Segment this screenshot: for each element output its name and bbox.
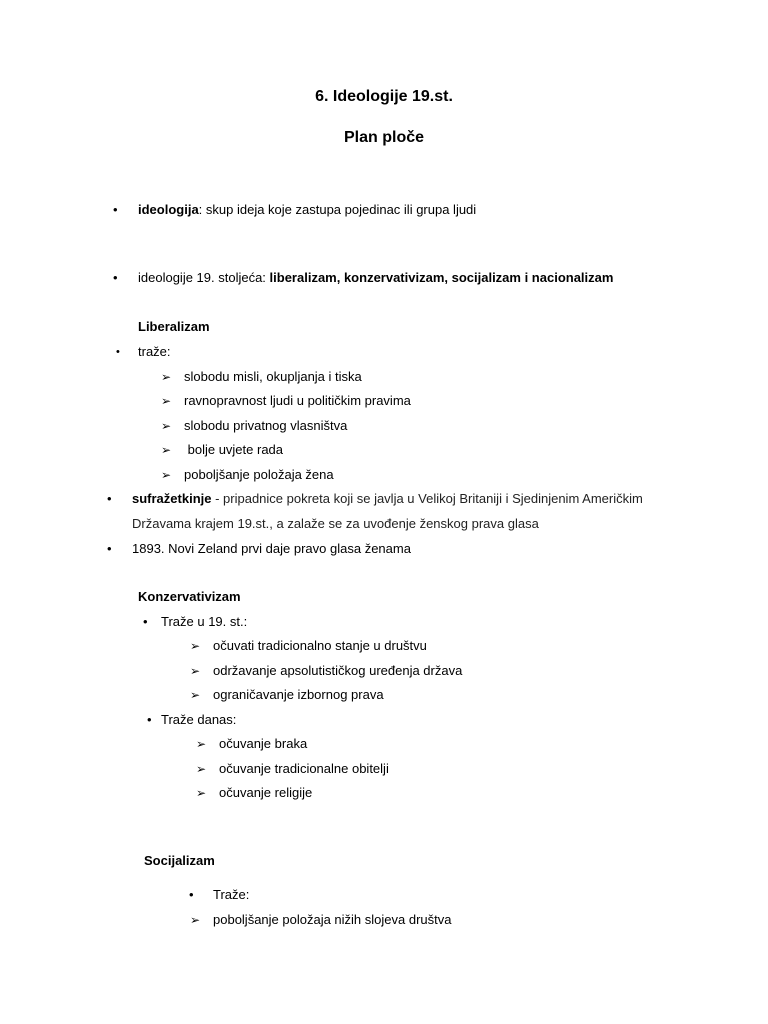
arrow-bullet-icon: ➢ (161, 394, 172, 408)
document-subtitle: Plan ploče (343, 129, 425, 146)
arrow-bullet-icon: ➢ (196, 762, 207, 776)
konzervativizam-then-item: održavanje apsolutističkog uređenja država (213, 663, 463, 678)
bullet-icon: • (107, 491, 112, 506)
bullet-icon: • (113, 202, 118, 217)
ideologija-definition (138, 202, 476, 218)
liberalizam-item: slobodu privatnog vlasništva (184, 418, 348, 433)
document-title: 6. Ideologije 19.st. (315, 88, 453, 105)
arrow-bullet-icon: ➢ (161, 370, 172, 384)
arrow-bullet-icon: ➢ (190, 688, 201, 702)
bullet-icon: • (147, 712, 152, 727)
konzervativizam-then-item: ograničavanje izbornog prava (213, 687, 384, 702)
arrow-bullet-icon: ➢ (190, 664, 201, 678)
konzervativizam-now-label: Traže danas: (161, 712, 237, 727)
konzervativizam-now-item: očuvanje religije (219, 785, 313, 800)
bullet-icon: • (143, 614, 148, 629)
liberalizam-item: slobodu misli, okupljanja i tiska (184, 369, 362, 384)
socijalizam-heading: Socijalizam (144, 853, 215, 868)
liberalizam-item: bolje uvjete rada (184, 442, 284, 457)
sufrazetkinje-line2: Državama krajem 19.st., a zalaže se za uvođenje ženskog prava glasa (132, 516, 539, 531)
ideologies-line (138, 270, 613, 286)
socijalizam-item: poboljšanje položaja nižih slojeva društva (213, 912, 452, 927)
konzervativizam-now-item: očuvanje braka (219, 736, 308, 751)
konzervativizam-heading: Konzervativizam (138, 589, 241, 604)
liberalizam-seek-label: traže: (138, 344, 171, 359)
arrow-bullet-icon: ➢ (161, 419, 172, 433)
bullet-icon: • (107, 541, 112, 556)
ideologies-prefix: ideologije 19. stoljeća: (138, 270, 270, 285)
liberalizam-item: poboljšanje položaja žena (184, 467, 334, 482)
konzervativizam-then-label: Traže u 19. st.: (161, 614, 248, 629)
arrow-bullet-icon: ➢ (190, 639, 201, 653)
arrow-bullet-icon: ➢ (196, 786, 207, 800)
bullet-icon: • (116, 346, 120, 358)
sufrazetkinje-line1: sufražetkinje - pripadnice pokreta koji se javlja u Velikoj Britaniji i Sjedinjenim Američkim (132, 491, 643, 506)
konzervativizam-now-item: očuvanje tradicionalne obitelji (219, 761, 389, 776)
ideologija-text: : skup ideja koje zastupa pojedinac ili grupa ljudi (198, 202, 477, 217)
ideologies-list: liberalizam, konzervativizam, socijalizam i nacionalizam (269, 270, 614, 285)
arrow-bullet-icon: ➢ (190, 913, 201, 927)
sufrazetkinje-term: sufražetkinje (132, 491, 212, 506)
arrow-bullet-icon: ➢ (161, 443, 172, 457)
nz-fact: 1893. Novi Zeland prvi daje pravo glasa ženama (132, 541, 411, 556)
socijalizam-seek-label: Traže: (213, 887, 250, 902)
bullet-icon: • (189, 887, 194, 902)
konzervativizam-then-item: očuvati tradicionalno stanje u društvu (213, 638, 427, 653)
arrow-bullet-icon: ➢ (196, 737, 207, 751)
bullet-icon: • (113, 270, 118, 285)
arrow-bullet-icon: ➢ (161, 468, 172, 482)
liberalizam-heading: Liberalizam (138, 319, 210, 334)
ideologija-term: ideologija (138, 202, 199, 217)
liberalizam-item: ravnopravnost ljudi u političkim pravima (184, 393, 411, 408)
